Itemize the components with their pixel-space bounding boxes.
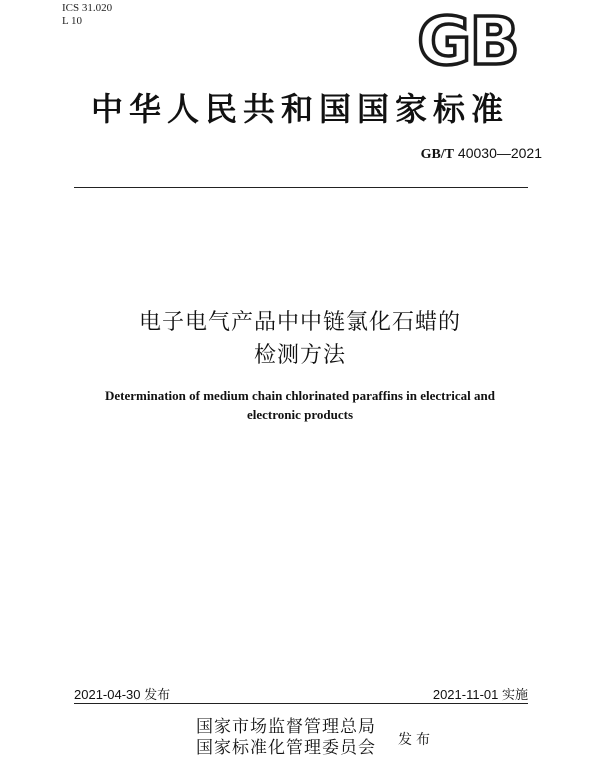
standard-number xyxy=(421,145,542,163)
title-cn-line2: 检测方法 xyxy=(253,343,346,368)
issuer-samr: 国家市场监督管理总局 xyxy=(196,717,376,737)
publish-label: 发布 xyxy=(398,732,434,748)
title-en-line2: electronic products xyxy=(246,407,354,422)
issue-date: 2021-04-30 发布 xyxy=(74,687,171,702)
title-cn-line1: 电子电气产品中中链氯化石蜡的 xyxy=(138,310,461,335)
issuer-sac: 国家标准化管理委员会 xyxy=(196,738,376,758)
classification-codes xyxy=(62,2,112,28)
standard-code: GB/T xyxy=(420,147,455,162)
issuer-block xyxy=(196,717,376,759)
top-divider xyxy=(74,187,528,188)
main-title: 中华人民共和国国家标准 xyxy=(90,90,509,128)
standard-number-value: 40030—2021 xyxy=(457,145,542,161)
bottom-divider xyxy=(74,703,528,704)
ccs-code: L 10 xyxy=(62,15,83,27)
implementation-date: 2021-11-01 实施 xyxy=(432,687,528,702)
ics-code: ICS 31.020 xyxy=(62,2,113,14)
gb-logo-text: GB xyxy=(417,10,518,72)
title-en-line1: Determination of medium chain chlorinated paraffins in electrical and xyxy=(105,388,495,403)
gb-logo xyxy=(410,10,525,72)
